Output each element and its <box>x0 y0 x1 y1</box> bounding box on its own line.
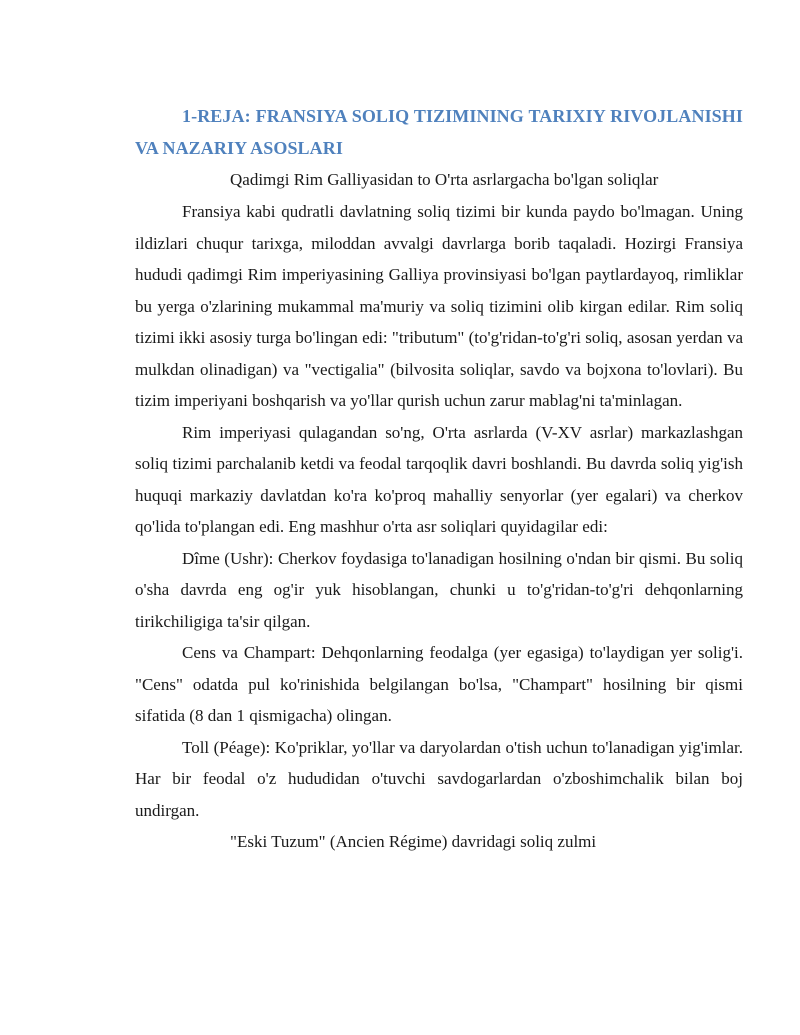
paragraph-toll: Toll (Péage): Ko'priklar, yo'llar va daryolardan o'tish uchun to'lanadigan yig'imlar. Har bir feodal o'z hududidan o'tuvchi savdogarlardan o'zboshimchalik bilan boj undirgan. <box>135 737 743 820</box>
paragraph-origins: Fransiya kabi qudratli davlatning soliq tizimi bir kunda paydo bo'lmagan. Uning ildizlari chuqur tarixga, miloddan avvalgi davrlarga borib taqaladi. Hozirgi Fransiya hududi qadimgi Rim imperiyasining Galliya provinsiyasi bo'lgan paytlardayoq, rimliklar bu yerga o'zlarining mukammal ma'muriy va soliq tizimini olib kirgan edilar. Rim soliq tizimi ikki asosiy turga bo'lingan edi: "tributum" (to'g'ridan-to'g'ri soliq, asosan yerdan va mulkdan olinadigan) va "vectigalia" (bilvosita soliqlar, savdo va bojxona to'lovlari). Bu tizim imperiyani boshqarish va yo'llar qurish uchun zarur mablag'ni ta'minlagan. <box>135 202 743 410</box>
paragraph-dime: Dîme (Ushr): Cherkov foydasiga to'lanadigan hosilning o'ndan bir qismi. Bu soliq o'sha davrda eng og'ir yuk hisoblangan, chunki u to'g'ridan-to'g'ri dehqonlarning tirikchiligiga ta'sir qilgan. <box>135 548 743 631</box>
paragraph-middle-ages: Rim imperiyasi qulagandan so'ng, O'rta asrlarda (V-XV asrlar) markazlashgan soliq tizimi parchalanib ketdi va feodal tarqoqlik davri boshlandi. Bu davrda soliq yig'ish huquqi markaziy davlatdan ko'ra ko'proq mahalliy senyorlar (yer egalari) va cherkov qo'lida to'plangan edi. Eng mashhur o'rta asr soliqlari quyidagilar edi: <box>135 422 743 536</box>
paragraph-cens-champart: Cens va Champart: Dehqonlarning feodalga (yer egasiga) to'laydigan yer solig'i. "Cens" odatda pul ko'rinishida belgilangan bo'lsa, "Champart" hosilning bir qismi sifatida (8 dan 1 qismigacha) olingan. <box>135 643 743 725</box>
section-title-ancient-rome: Qadimgi Rim Galliyasidan to O'rta asrlargacha bo'lgan soliqlar <box>230 170 659 189</box>
document-page <box>135 100 743 858</box>
section-title-ancien-regime: "Eski Tuzum" (Ancien Régime) davridagi soliq zulmi <box>230 832 597 851</box>
document-heading: 1-REJA: FRANSIYA SOLIQ TIZIMINING TARIXIY RIVOJLANISHI VA NAZARIY ASOSLARI <box>135 106 743 158</box>
